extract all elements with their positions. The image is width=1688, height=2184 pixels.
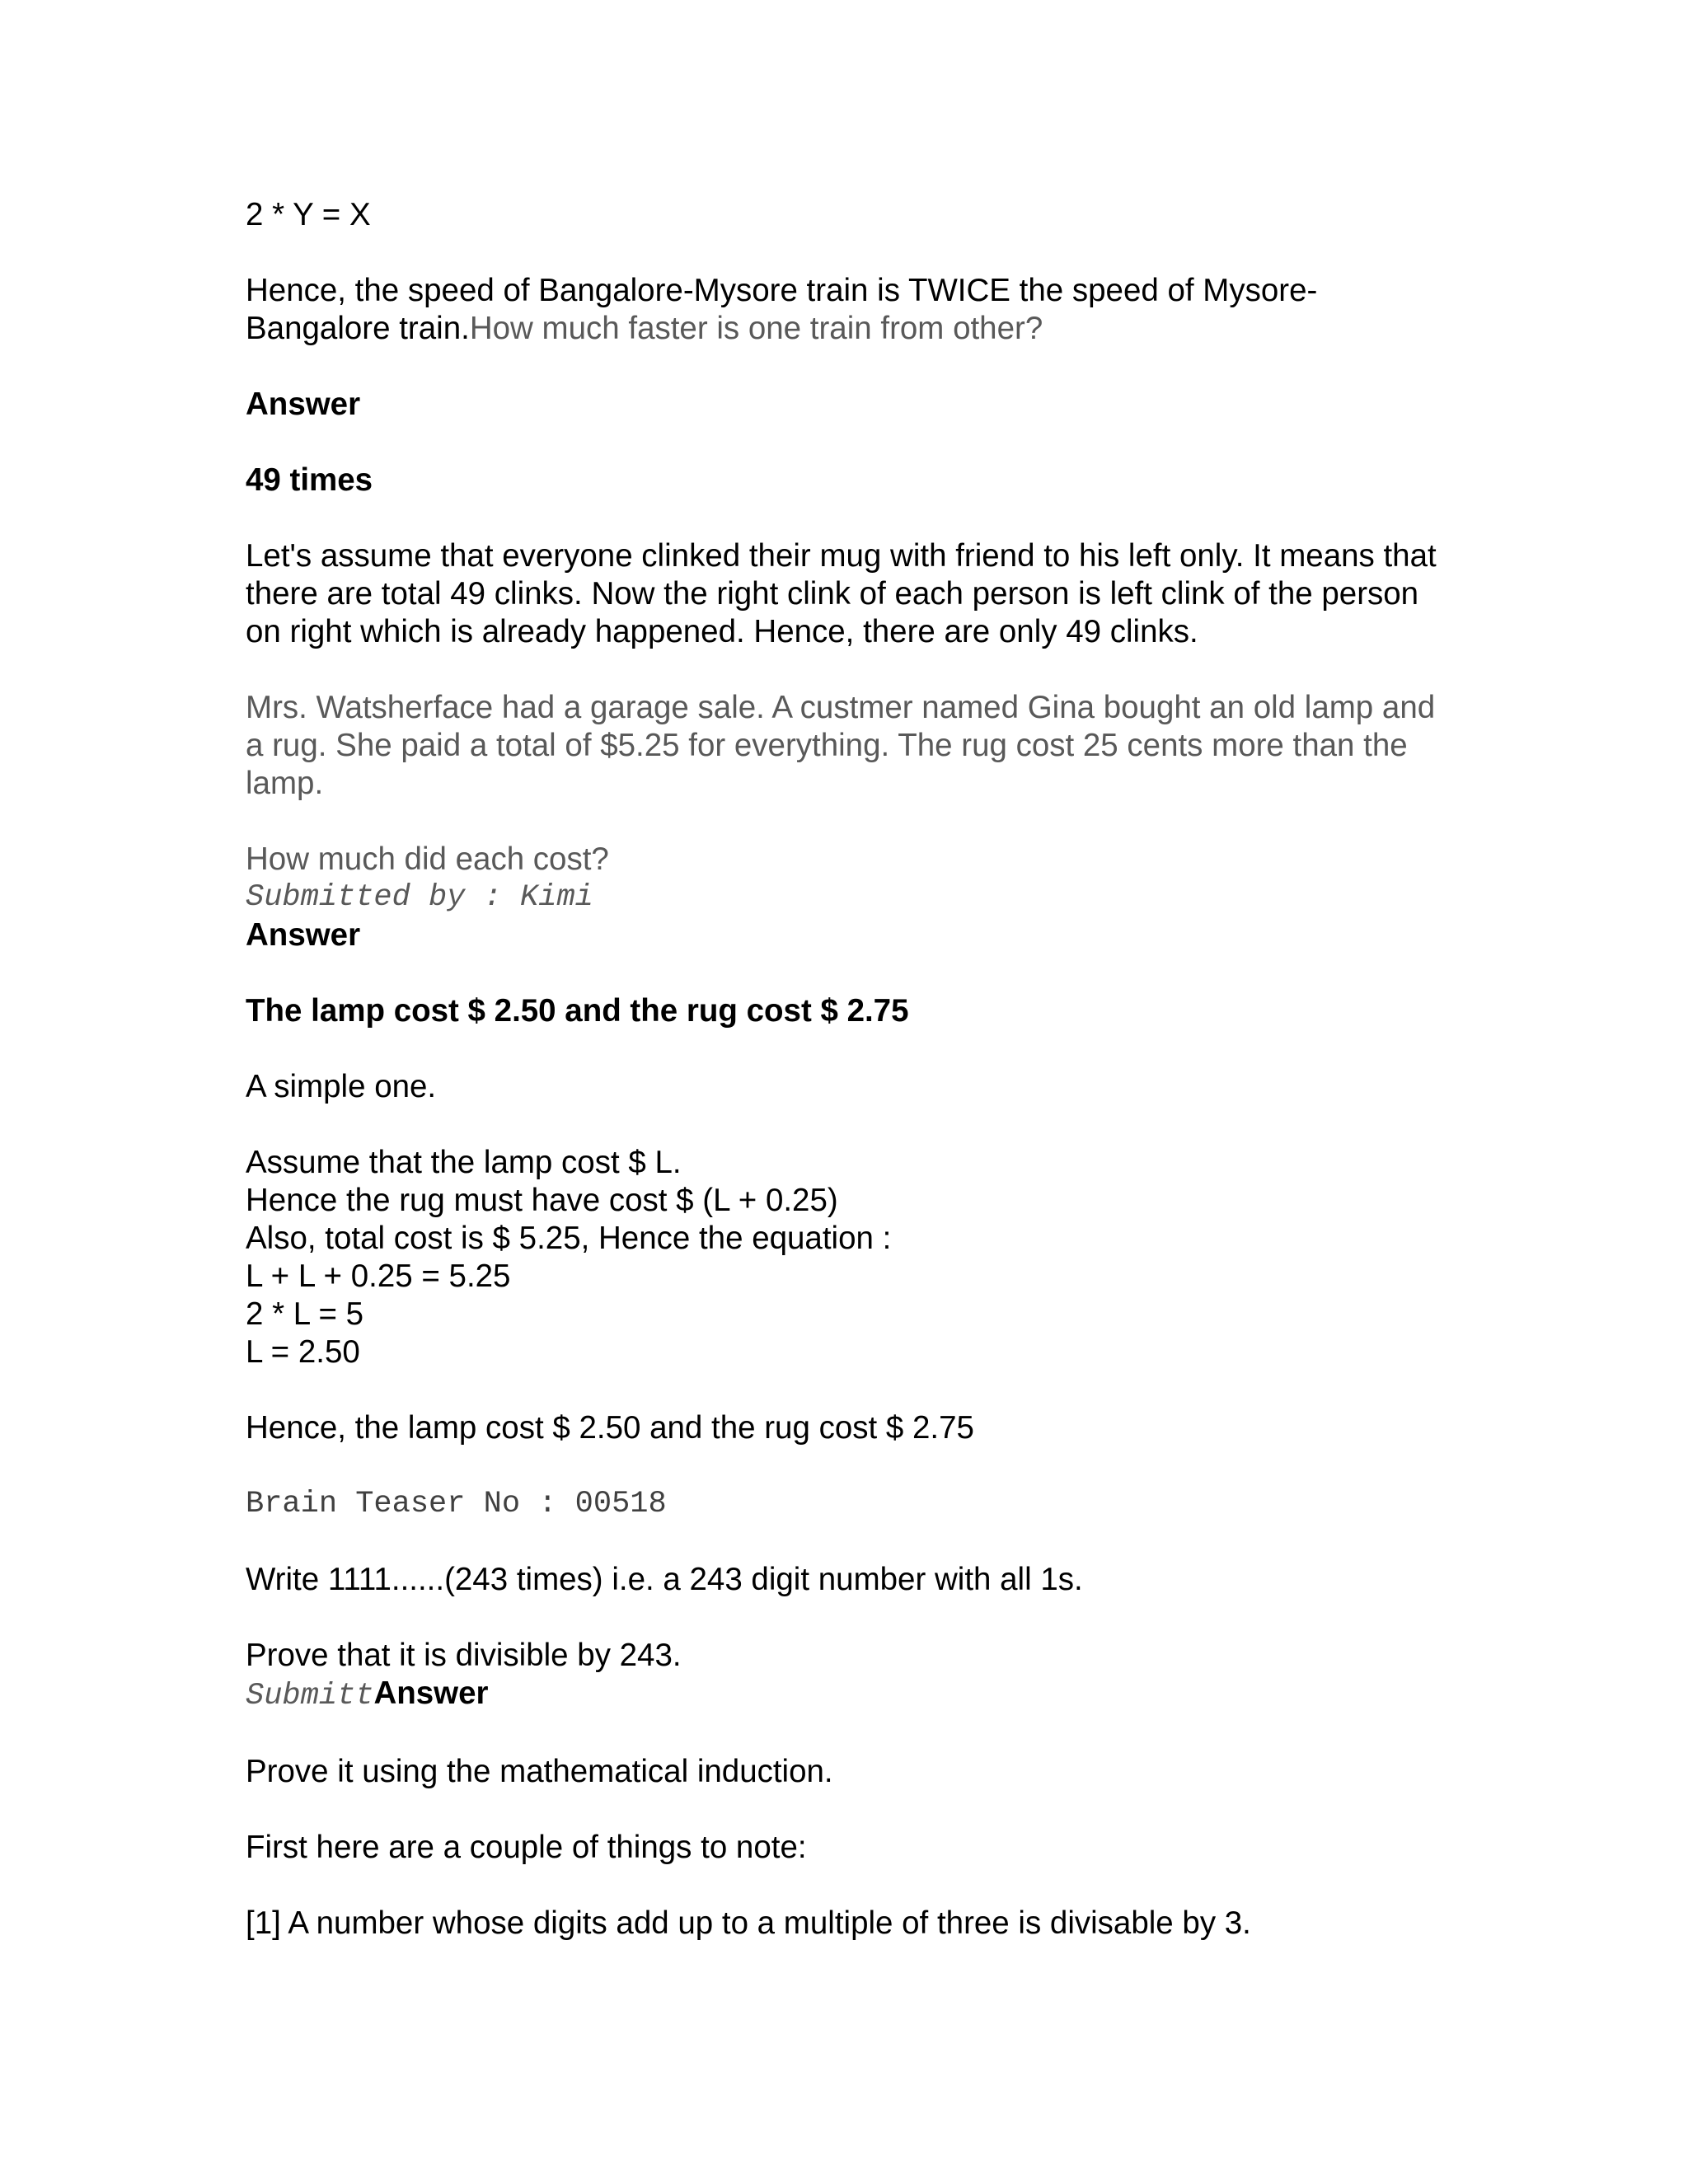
hence-speed-text: Hence, the speed of Bangalore-Mysore train is TWICE the speed of Mysore-Bangalore train.	[246, 273, 1318, 346]
puzzle-garage-sale: Mrs. Watsherface had a garage sale. A custmer named Gina bought an old lamp and a rug. She paid a total of $5.25 for everything. The rug cost 25 cents more than the lamp.	[246, 690, 1436, 801]
work-line: L + L + 0.25 = 5.25	[246, 1258, 511, 1294]
work-line: L = 2.50	[246, 1334, 360, 1370]
submitted-partial: Submitt	[246, 1679, 374, 1713]
note-1: [1] A number whose digits add up to a multiple of three is divisable by 3.	[246, 1905, 1251, 1941]
answer-1: 49 times	[246, 462, 373, 498]
question-divisible: Prove that it is divisible by 243.	[246, 1638, 682, 1673]
answer-label-3: Answer	[373, 1675, 489, 1711]
teaser-number: Brain Teaser No : 00518	[246, 1487, 667, 1521]
prove-induction: Prove it using the mathematical induction.	[246, 1754, 833, 1789]
work-line: 2 * L = 5	[246, 1296, 364, 1332]
question-each-cost: How much did each cost?	[246, 841, 609, 877]
puzzle-243: Write 1111......(243 times) i.e. a 243 digit number with all 1s.	[246, 1562, 1083, 1597]
work-line: Also, total cost is $ 5.25, Hence the equation :	[246, 1221, 892, 1256]
faster-question: How much faster is one train from other?	[469, 311, 1043, 346]
work-line: Hence the rug must have cost $ (L + 0.25)	[246, 1183, 838, 1218]
conclusion-2: Hence, the lamp cost $ 2.50 and the rug cost $ 2.75	[246, 1410, 974, 1446]
work-line: Assume that the lamp cost $ L.	[246, 1145, 682, 1180]
answer-label-2: Answer	[246, 917, 361, 953]
submitted-answer-line	[246, 1675, 1449, 1715]
simple-one: A simple one.	[246, 1069, 437, 1104]
explanation-1: Let's assume that everyone clinked their mug with friend to his left only. It means that there are total 49 clinks. Now the right clink of each person is left clink of the person on right which is already happened. Hence, there are only 49 clinks.	[246, 538, 1437, 649]
answer-2: The lamp cost $ 2.50 and the rug cost $ 2.75	[246, 993, 909, 1029]
equation-line: 2 * Y = X	[246, 197, 371, 232]
work-block	[246, 1144, 1449, 1371]
first-note: First here are a couple of things to note:	[246, 1830, 807, 1865]
submitted-by: Submitted by : Kimi	[246, 880, 593, 915]
document-page	[246, 196, 1449, 1980]
answer-label-1: Answer	[246, 387, 361, 422]
speed-paragraph	[246, 272, 1449, 348]
